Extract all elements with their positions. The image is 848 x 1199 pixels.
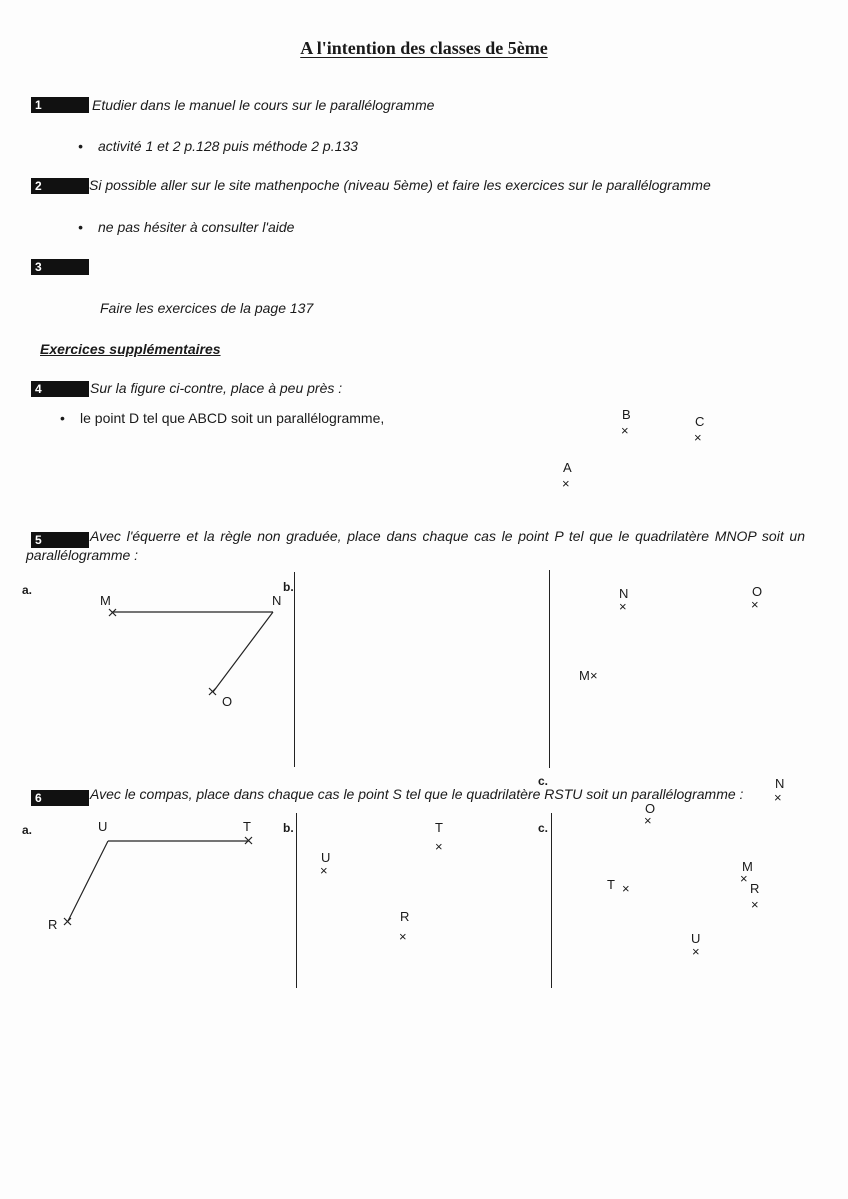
point-marker-n: × [619, 599, 627, 614]
segment-no [213, 612, 273, 692]
case-label-c: c. [538, 821, 549, 835]
point-label-u: U [321, 850, 331, 865]
point-label-n: N [775, 776, 785, 791]
point-marker-a: × [562, 476, 570, 491]
point-label-c: C [695, 414, 705, 429]
point-marker-c: × [694, 430, 702, 445]
point-label-m: M [100, 593, 111, 608]
point-label-r: R [48, 917, 58, 932]
point-label-m: M [742, 859, 753, 874]
number-badge-6: 6 [31, 790, 89, 806]
point-marker-r: × [399, 929, 407, 944]
point-marker-u: × [320, 863, 328, 878]
case-label-c: c. [538, 774, 549, 788]
point-label-t: T [243, 819, 251, 834]
point-label-u: U [98, 819, 108, 834]
point-label-n: N [619, 586, 629, 601]
point-label-b: B [622, 407, 631, 422]
point-label-a: A [563, 460, 572, 475]
point-label-t: T [607, 877, 615, 892]
instruction-1: Etudier dans le manuel le cours sur le parallélogramme [92, 97, 435, 113]
number-badge-3: 3 [31, 259, 89, 275]
point-label-n: N [272, 593, 282, 608]
page-title: A l'intention des classes de 5ème [300, 38, 548, 58]
bullet-2: • ne pas hésiter à consulter l'aide [98, 219, 294, 235]
number-badge-2: 2 [31, 178, 89, 194]
point-label-t: T [435, 820, 443, 835]
point-label-o: O [752, 584, 763, 599]
bullet-1: • activité 1 et 2 p.128 puis méthode 2 p.133 [98, 138, 358, 154]
point-marker-t: × [435, 839, 443, 854]
case-label-b: b. [283, 821, 294, 835]
point-label-o: O [222, 694, 233, 709]
point-marker-b: × [621, 423, 629, 438]
instruction-4: Sur la figure ci-contre, place à peu près : [90, 380, 343, 396]
point-marker-t: × [622, 881, 630, 896]
point-marker-o: × [644, 813, 652, 828]
point-marker-m: × [740, 871, 748, 886]
instruction-3: Faire les exercices de la page 137 [100, 300, 314, 316]
point-marker-u: × [692, 944, 700, 959]
case-label-a: a. [22, 583, 33, 597]
bullet-4: • le point D tel que ABCD soit un parallélogramme, [80, 410, 384, 426]
point-label-u: U [691, 931, 701, 946]
case-label-b: b. [283, 580, 294, 594]
number-badge-1: 1 [31, 97, 89, 113]
point-label-r: R [750, 881, 760, 896]
case-label-a: a. [22, 823, 33, 837]
number-badge-5: 5 [31, 532, 89, 548]
section-heading: Exercices supplémentaires [40, 341, 221, 357]
point-marker-r: × [751, 897, 759, 912]
point-marker-n: × [774, 790, 782, 805]
instruction-6: Avec le compas, place dans chaque cas le point S tel que le quadrilatère RSTU soit un parallélogramme : [90, 786, 744, 802]
point-marker-o: × [751, 597, 759, 612]
number-badge-4: 4 [31, 381, 89, 397]
point-label-r: R [400, 909, 410, 924]
instruction-5-line1: Avec l'équerre et la règle non graduée, place dans chaque cas le point P tel que le quadrilatère MNOP soit un [90, 528, 805, 544]
segment-ur [68, 841, 108, 921]
instruction-2: Si possible aller sur le site mathenpoche (niveau 5ème) et faire les exercices sur le parallélogramme [89, 177, 711, 193]
point-marker-m: × [590, 668, 598, 683]
point-label-m: M [579, 668, 590, 683]
instruction-5-line2: parallélogramme : [26, 547, 139, 563]
point-label-o: O [645, 801, 656, 816]
